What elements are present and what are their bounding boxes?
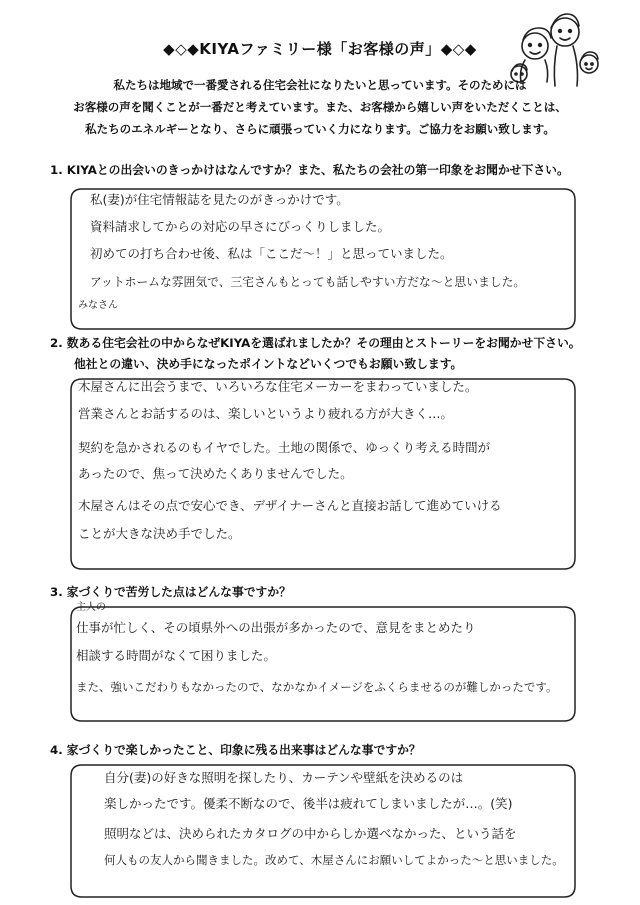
intro-line: 私たちは地域で一番愛される住宅会社になりたいと思っています。そのためには (113, 78, 527, 92)
answer-4-line: 自分(妻)の好きな照明を探したり、カーテンや壁紙を決めるのは (104, 770, 464, 785)
answer-4-line: 何人もの友人から聞きました。改めて、木屋さんにお願いしてよかった～と思いました。 (104, 853, 564, 867)
answer-box-1 (68, 186, 578, 332)
answer-1-line: 初めての打ち合わせ後、私は「ここだ～！」と思っていました。 (90, 246, 453, 261)
answer-2-line: 営業さんとお話するのは、楽しいというより疲れる方が大きく…。 (78, 406, 454, 421)
answer-1-line: 私(妻)が住宅情報誌を見たのがきっかけです。 (90, 192, 349, 207)
answer-2-line: 契約を急かされるのもイヤでした。土地の関係で、ゆっくり考える時間が (78, 440, 491, 455)
answer-2-line: あったので、焦って決めたくありませんでした。 (78, 466, 353, 481)
answer-1-line: 資料請求してからの対応の早さにびっくりしました。 (90, 219, 391, 234)
intro-line: 私たちのエネルギーとなり、さらに頑張っていく力になります。ご協力をお願い致します。 (85, 122, 555, 136)
question-3-label: 3. 家づくりで苦労した点はどんな事ですか？ (50, 585, 291, 599)
answer-3-annotation: 主人の (76, 602, 106, 613)
answer-2-line: 木屋さんはその点で安心でき、デザイナーさんと直接お話して進めていける (78, 498, 502, 513)
answer-3-line: また、強いこだわりもなかったので、なかなかイメージをふくらませるのが難しかったです。 (76, 680, 558, 694)
page-title: ◆◇◆KIYAファミリー様「お客様の声」◆◇◆ (163, 40, 477, 58)
answer-2-line: ことが大きな決め手でした。 (78, 526, 241, 541)
answer-4-line: 楽しかったです。優柔不断なので、後半は疲れてしまいましたが…。(笑) (104, 796, 513, 811)
answer-box-4 (68, 762, 578, 900)
answer-3-line: 仕事が忙しく、その頃県外への出張が多かったので、意見をまとめたり (76, 620, 476, 635)
answer-1-annotation: みなさん (78, 300, 118, 311)
answer-2-line: 木屋さんに出会うまで、いろいろな住宅メーカーをまわっていました。 (78, 379, 478, 394)
answer-4-line: 照明などは、決められたカタログの中からしか選べなかった、という話を (104, 826, 517, 841)
question-2-label: 2. 数ある住宅会社の中からなぜKIYAを選ばれましたか？その理由とストーリーをお聞かせ下さい。 (50, 336, 581, 350)
question-1-label: 1. KIYAとの出会いのきっかけはなんですか？また、私たちの会社の第一印象をお聞かせ下さい。 (50, 163, 569, 177)
intro-text (70, 74, 570, 140)
answer-box-2 (68, 376, 578, 572)
question-4-label: 4. 家づくりで楽しかったこと、印象に残る出来事はどんな事ですか？ (50, 743, 421, 757)
answer-box-3 (68, 604, 578, 724)
answer-3-line: 相談する時間がなくて困りました。 (76, 648, 277, 663)
answer-1-line: アットホームな雰囲気で、三宅さんもとっても話しやすい方だな～と思いました。 (90, 275, 526, 289)
intro-line: お客様の声を聞くことが一番だと考えています。また、お客様から嬉しい声をいただくことは、 (73, 100, 567, 114)
question-2-sublabel: 他社との違い、決め手になったポイントなどいくつでもお願い致します。 (74, 357, 463, 371)
